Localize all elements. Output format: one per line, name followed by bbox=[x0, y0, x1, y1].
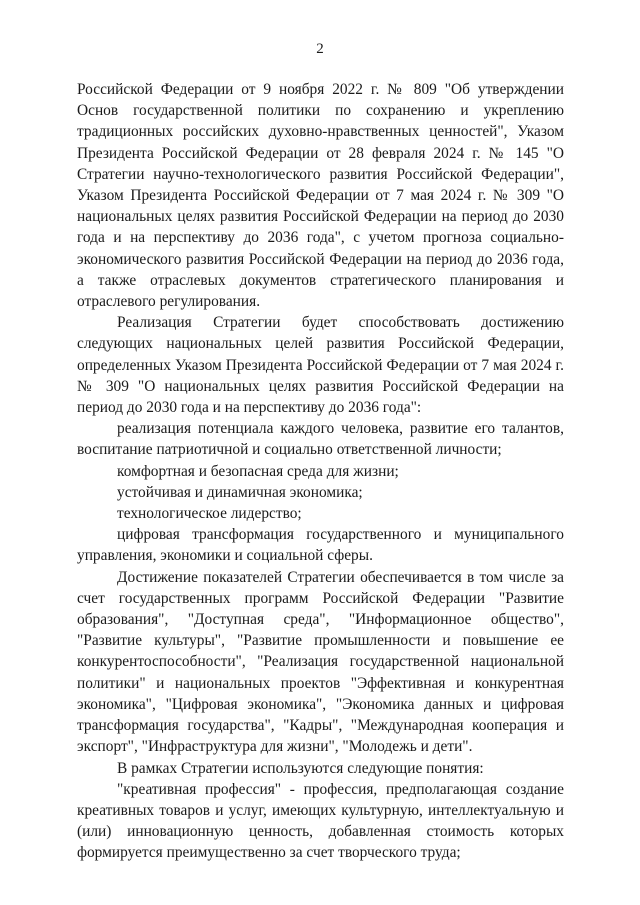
paragraph-concepts-intro: В рамках Стратегии используются следующие понятия: bbox=[117, 759, 484, 777]
paragraph-continuation: Российской Федерации от 9 ноября 2022 г. № 809 "Об утверждении Основ государственной политики по сохранению и укреплению традиционных российских духовно-нравственных ценностей", Указом Президента Российской Федерации от 28 февраля 2024 г. № 145 "О Стратегии научно-технологического развития Российской Федерации", Указом Президента Российской Федерации от 7 мая 2024 г. № 309 "О национальных целях развития Российской Федерации на период до 2030 года и на перспективу до 2036 года", с учетом прогноза социально-экономического развития Российской Федерации на период до 2036 года, а также отраслевых документов стратегического планирования и отраслевого регулирования. bbox=[77, 81, 564, 311]
list-item-goal: цифровая трансформация государственного и муниципального управления, экономики и социальной сферы. bbox=[77, 526, 564, 565]
page-number: 2 bbox=[316, 41, 324, 57]
list-item-goal: комфортная и безопасная среда для жизни; bbox=[117, 462, 399, 480]
list-item-goal: технологическое лидерство; bbox=[117, 505, 302, 523]
document-body bbox=[77, 79, 564, 864]
list-item-goal: реализация потенциала каждого человека, развитие его талантов, воспитание патриотичной и социально ответственной личности; bbox=[77, 420, 564, 459]
list-item-goal: устойчивая и динамичная экономика; bbox=[117, 483, 363, 501]
paragraph-national-goals-intro: Реализация Стратегии будет способствовать достижению следующих национальных целей развития Российской Федерации, определенных Указом Президента Российской Федерации от 7 мая 2024 г. № 309 "О национальных целях развития Российской Федерации на период до 2030 года и на перспективу до 2036 года": bbox=[77, 314, 564, 417]
paragraph-programs: Достижение показателей Стратегии обеспечивается в том числе за счет государственных программ Российской Федерации "Развитие образования", "Доступная среда", "Информационное общество", "Развитие культуры", "Развитие промышленности и повышение ее конкурентоспособности", "Реализация государственной национальной политики" и национальных проектов "Эффективная и конкурентная экономика", "Цифровая экономика", "Экономика данных и цифровая трансформация государства", "Кадры", "Международная кооперация и экспорт", "Инфраструктура для жизни", "Молодежь и дети". bbox=[77, 568, 564, 756]
paragraph-definition: "креативная профессия" - профессия, предполагающая создание креативных товаров и услуг, имеющих культурную, интеллектуальную и (или) инновационную ценность, добавленная стоимость которых формируется преимущественно за счет творческого труда; bbox=[77, 780, 564, 862]
